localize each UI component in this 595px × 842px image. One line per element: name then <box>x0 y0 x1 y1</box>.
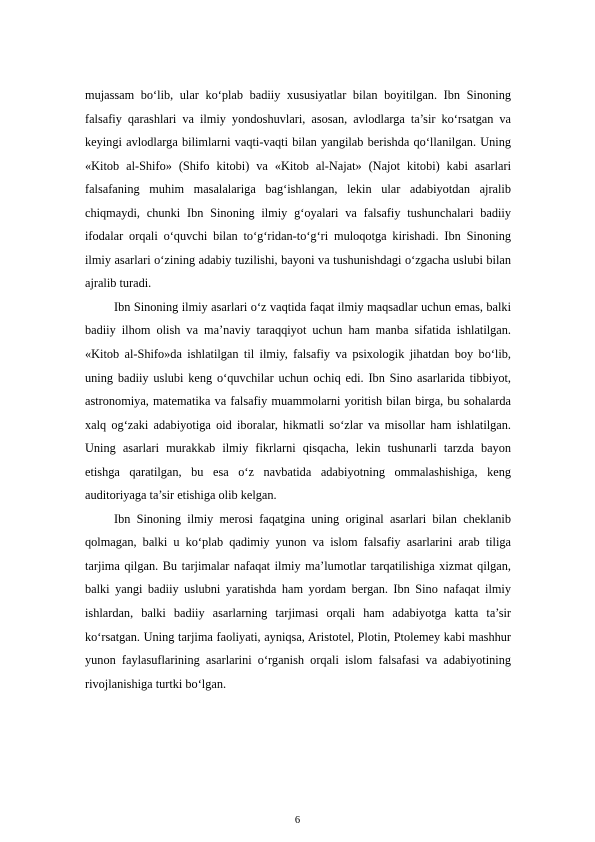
page-number: 6 <box>294 815 301 826</box>
page-body <box>85 84 511 696</box>
paragraph-scientific-works: Ibn Sinoning ilmiy asarlari o‘z vaqtida faqat ilmiy maqsadlar uchun emas, balki badiiy ilhom olish va ma’naviy taraqqiyot uchun ham manba sifatida ishlatilgan. «Kitob al-Shifo»da ishlatilgan til ilmiy, falsafiy va psixologik jihatdan boy bo‘lib, uning badiiy uslubi keng o‘quvchilar uchun ochiq edi. Ibn Sino asarlarida tibbiyot, astronomiya, matematika va falsafiy muammolarni yoritish bilan birga, bu sohalarda xalq og‘zaki adabiyotiga oid iboralar, hikmatli so‘zlar va misollar ham ishlatilgan. Uning asarlari murakkab ilmiy fikrlarni qisqacha, lekin tushunarli tarzda bayon etishga qaratilgan, bu esa o‘z navbatida adabiyotning ommalashishiga, keng auditoriyaga ta’sir etishiga olib kelgan. <box>85 299 511 503</box>
paragraph-continuation: mujassam bo‘lib, ular ko‘plab badiiy xususiyatlar bilan boyitilgan. Ibn Sinoning falsafiy qarashlari va ilmiy yondoshuvlari, asosan, avlodlarga ta’sir ko‘rsatgan va keyingi avlodlarga bilimlarni vaqti-vaqti bilan yangilab berishda qo‘llanilgan. Uning «Kitob al-Shifo» (Shifo kitobi) va «Kitob al-Najat» (Najot kitobi) kabi asarlari falsafaning muhim masalalariga bag‘ishlangan, lekin ular adabiyotdan ajralib chiqmaydi, chunki Ibn Sinoning ilmiy g‘oyalari va falsafiy tushunchalari badiiy ifodalar orqali o‘quvchi bilan to‘g‘ridan-to‘g‘ri muloqotga kirishadi. Ibn Sinoning ilmiy asarlari o‘zining adabiy tuzilishi, bayoni va tushunishdagi o‘zgacha uslubi bilan ajralib turadi. <box>85 88 511 291</box>
paragraph-translations: Ibn Sinoning ilmiy merosi faqatgina uning original asarlari bilan cheklanib qolmagan, balki u ko‘plab qadimiy yunon va islom falsafiy asarlarini arab tiliga tarjima qilgan. Bu tarjimalar nafaqat ilmiy ma’lumotlar tarqatilishiga xizmat qilgan, balki yangi badiiy uslubni yaratishda ham yordam bergan. Ibn Sino nafaqat ilmiy ishlardan, balki badiiy asarlarning tarjimasi orqali ham adabiyotga katta ta’sir ko‘rsatgan. Uning tarjima faoliyati, ayniqsa, Aristotel, Plotin, Ptolemey kabi mashhur yunon faylasuflarining asarlarini o‘rganish orqali islom falsafasi va adabiyotining rivojlanishiga turtki bo‘lgan. <box>85 511 511 691</box>
